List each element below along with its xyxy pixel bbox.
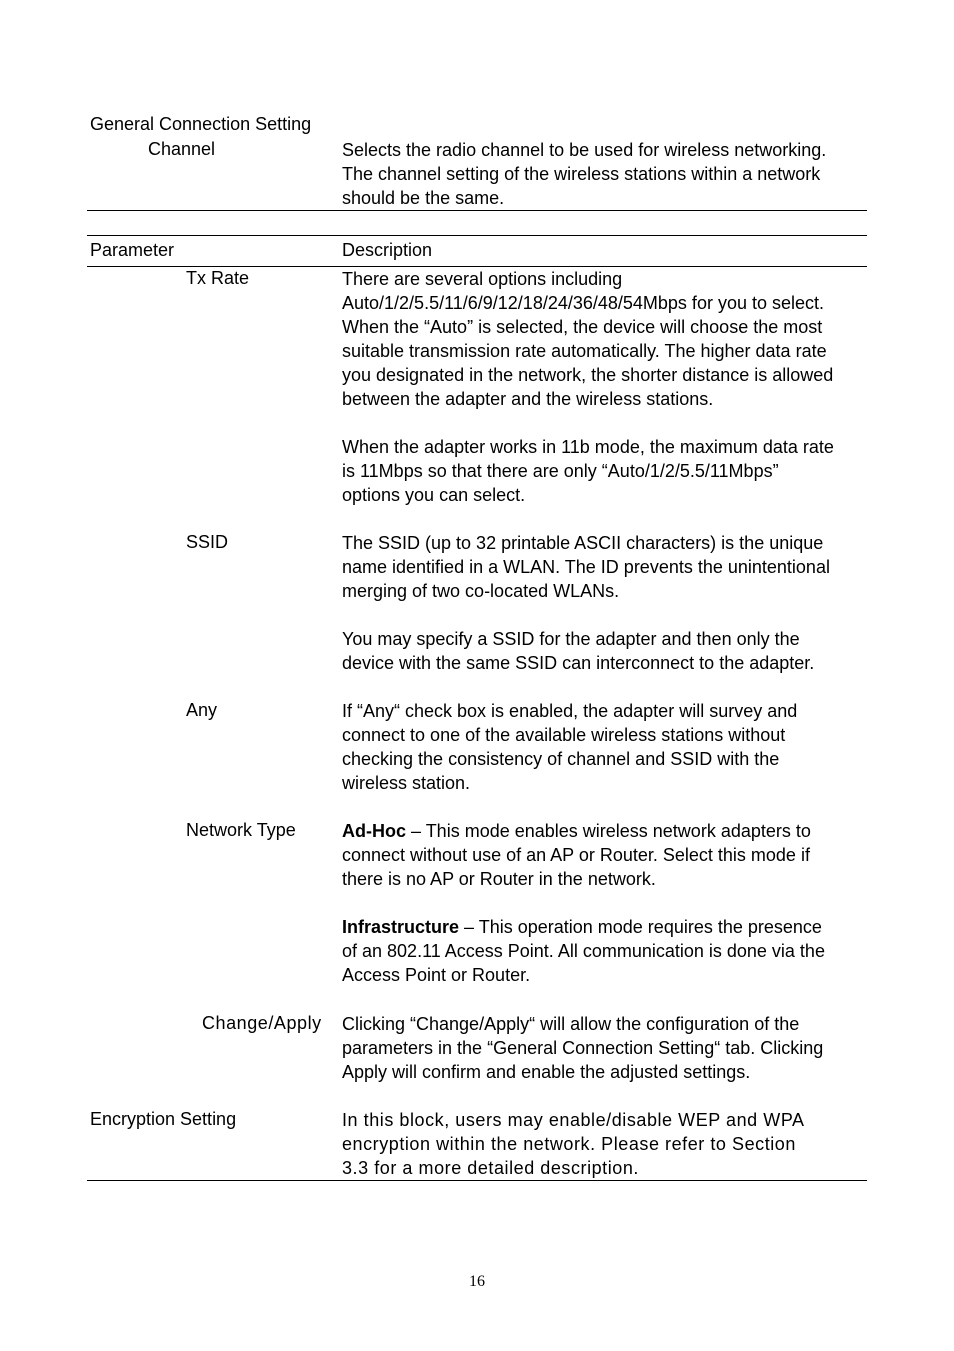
term-infrastructure: Infrastructure — [342, 917, 460, 937]
desc-line: When the adapter works in 11b mode, the maximum data rate — [342, 437, 834, 457]
adhoc-text: – This mode enables wireless network adapters to — [406, 821, 811, 841]
desc-encryption — [342, 1108, 872, 1180]
desc-change-apply — [342, 1012, 872, 1084]
desc-line: If “Any“ check box is enabled, the adapter will survey and — [342, 701, 798, 721]
desc-ssid — [342, 531, 872, 675]
desc-line: between the adapter and the wireless stations. — [342, 389, 714, 409]
desc-line: should be the same. — [342, 188, 505, 208]
desc-line: name identified in a WLAN. The ID prevents the unintentional — [342, 557, 830, 577]
desc-line: Access Point or Router. — [342, 965, 531, 985]
desc-line — [342, 915, 872, 939]
desc-line: connect without use of an AP or Router. Select this mode if — [342, 845, 810, 865]
infra-text: – This operation mode requires the presence — [459, 917, 822, 937]
desc-line — [342, 819, 872, 843]
desc-line: there is no AP or Router in the network. — [342, 869, 656, 889]
desc-line: of an 802.11 Access Point. All communication is done via the — [342, 941, 825, 961]
section-divider — [87, 210, 867, 211]
desc-line: There are several options including — [342, 269, 623, 289]
desc-line: encryption within the network. Please refer to Section — [342, 1134, 796, 1154]
desc-line: The channel setting of the wireless stations within a network — [342, 164, 821, 184]
desc-line: In this block, users may enable/disable WEP and WPA — [342, 1110, 805, 1130]
param-network-type: Network Type — [186, 820, 296, 840]
param-change-apply: Change/Apply — [202, 1013, 322, 1033]
table-top-rule — [87, 235, 867, 236]
desc-line: When the “Auto” is selected, the device will choose the most — [342, 317, 823, 337]
param-channel: Channel — [148, 139, 216, 159]
desc-line: options you can select. — [342, 485, 526, 505]
desc-line: merging of two co-located WLANs. — [342, 581, 620, 601]
desc-line: Clicking “Change/Apply“ will allow the configuration of the — [342, 1014, 800, 1034]
desc-any — [342, 699, 872, 795]
param-ssid: SSID — [186, 532, 229, 552]
desc-network-type — [342, 819, 872, 987]
header-description: Description — [342, 240, 433, 260]
desc-line: You may specify a SSID for the adapter and then only the — [342, 629, 800, 649]
desc-line: you designated in the network, the shorter distance is allowed — [342, 365, 834, 385]
term-adhoc: Ad-Hoc — [342, 821, 406, 841]
header-parameter: Parameter — [90, 240, 175, 260]
desc-line: Apply will confirm and enable the adjusted settings. — [342, 1062, 751, 1082]
section-heading: General Connection Setting — [90, 114, 312, 134]
desc-line: suitable transmission rate automatically. The higher data rate — [342, 341, 827, 361]
table-bottom-rule — [87, 1180, 867, 1181]
desc-line: Auto/1/2/5.5/11/6/9/12/18/24/36/48/54Mbps for you to select. — [342, 293, 825, 313]
desc-channel — [342, 138, 872, 210]
desc-line: The SSID (up to 32 printable ASCII characters) is the unique — [342, 533, 824, 553]
desc-line: Selects the radio channel to be used for wireless networking. — [342, 140, 827, 160]
desc-line: parameters in the “General Connection Setting“ tab. Clicking — [342, 1038, 824, 1058]
param-tx-rate: Tx Rate — [186, 268, 250, 288]
desc-tx-rate — [342, 267, 872, 507]
page-number: 16 — [469, 1273, 485, 1290]
desc-line: connect to one of the available wireless stations without — [342, 725, 786, 745]
desc-line: 3.3 for a more detailed description. — [342, 1158, 639, 1178]
desc-line: checking the consistency of channel and SSID with the — [342, 749, 780, 769]
desc-line: is 11Mbps so that there are only “Auto/1/2/5.5/11Mbps” — [342, 461, 779, 481]
param-encryption: Encryption Setting — [90, 1109, 237, 1129]
desc-line: wireless station. — [342, 773, 471, 793]
desc-line: device with the same SSID can interconnect to the adapter. — [342, 653, 815, 673]
param-any: Any — [186, 700, 218, 720]
